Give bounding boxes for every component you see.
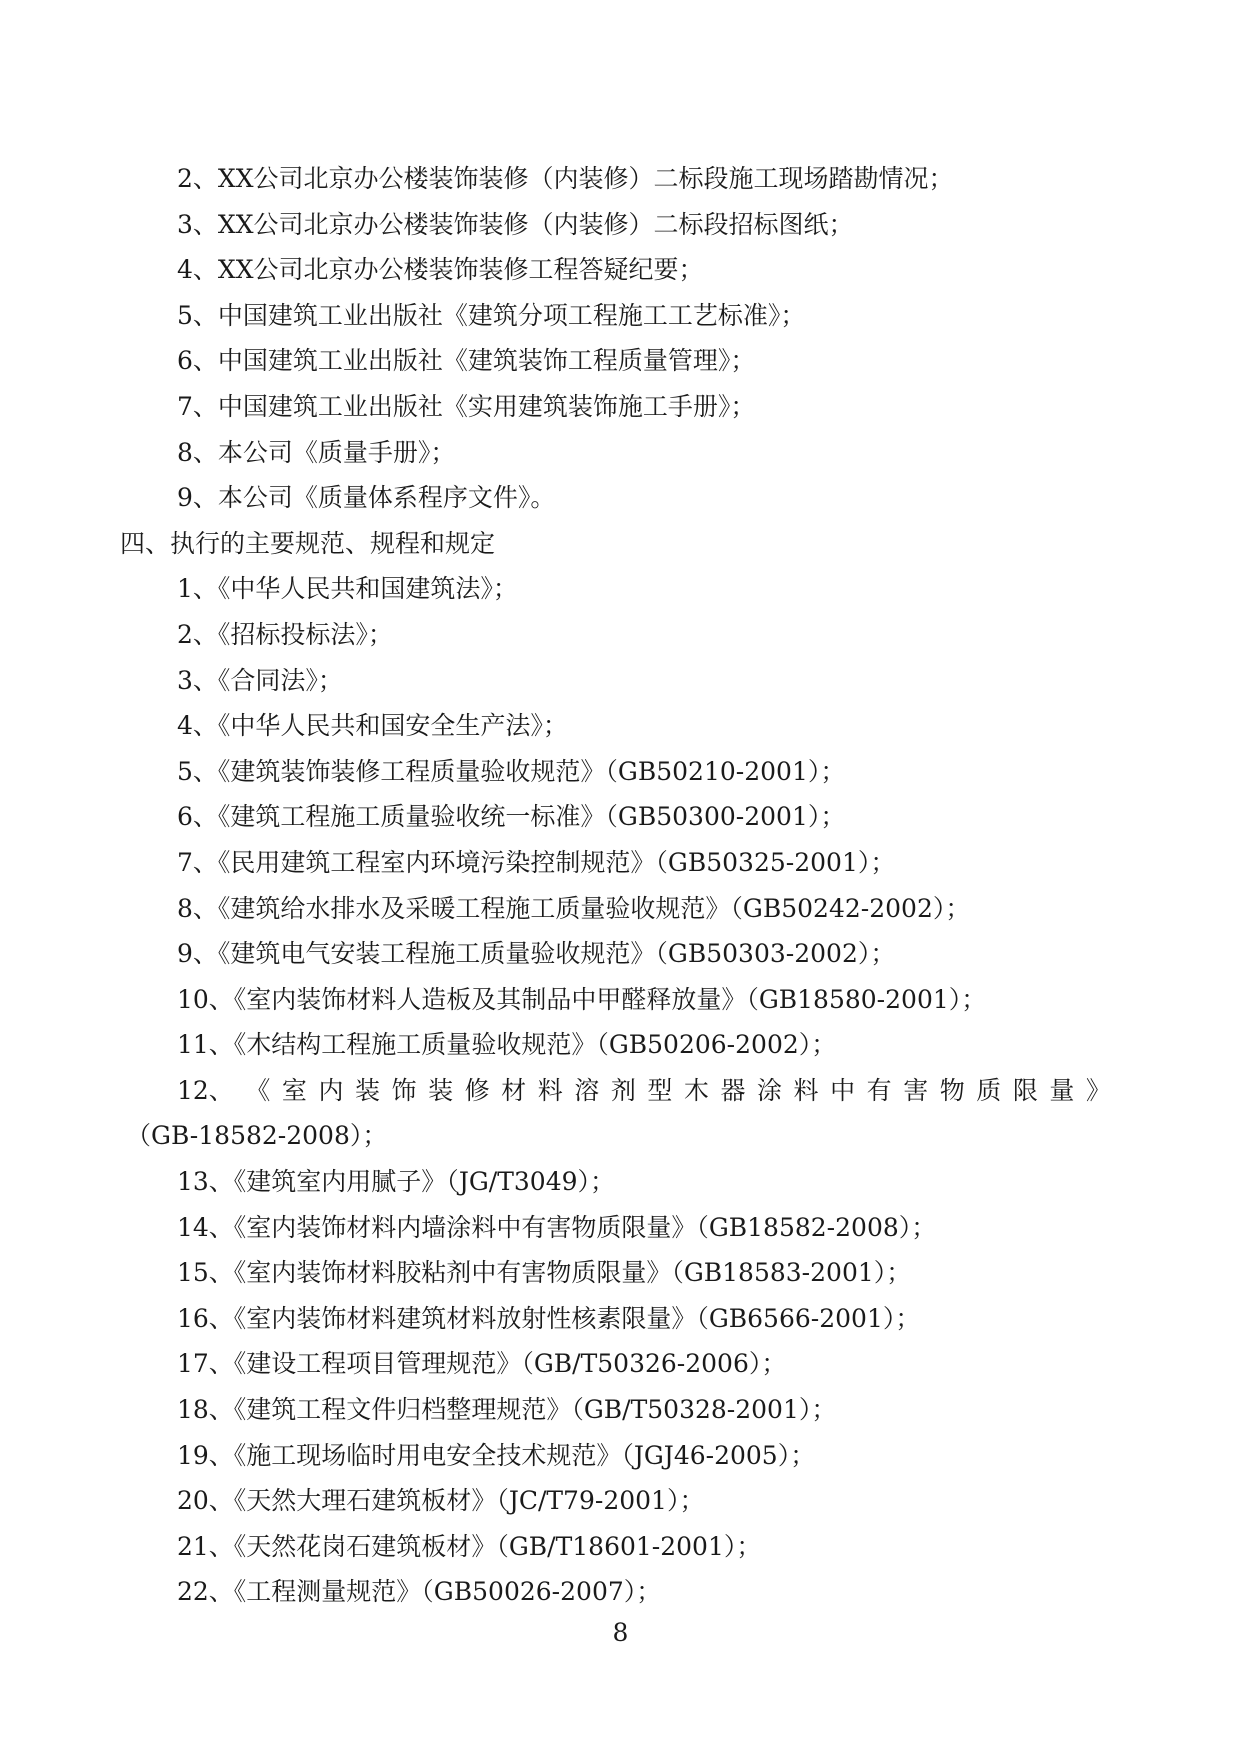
- reference-item: 6、中国建筑工业出版社《建筑装饰工程质量管理》；: [177, 346, 756, 376]
- standard-item: 22、《工程测量规范》（GB50026-2007）；: [177, 1577, 662, 1607]
- standard-item: 18、《建筑工程文件归档整理规范》（GB/T50328-2001）；: [177, 1395, 837, 1425]
- standard-12-char: 内: [318, 1075, 344, 1105]
- standard-item: 21、《天然花岗石建筑板材》（GB/T18601-2001）；: [177, 1531, 762, 1561]
- page-number: 8: [612, 1618, 629, 1647]
- standard-12-char: 《: [245, 1075, 271, 1105]
- standard-12-char: 木: [683, 1075, 709, 1105]
- standard-12-char: 材: [501, 1075, 527, 1105]
- standard-item: 17、《建设工程项目管理规范》（GB/T50326-2006）；: [177, 1349, 787, 1379]
- document-body: [0, 156, 1241, 1615]
- reference-item: 2、XX公司北京办公楼装饰装修（内装修）二标段施工现场踏勘情况；: [177, 164, 954, 193]
- standard-12-char: 溶: [574, 1075, 600, 1105]
- standard-item: 8、《建筑给水排水及采暖工程施工质量验收规范》（GB50242-2002）；: [177, 893, 971, 923]
- standard-12-char: 修: [464, 1075, 490, 1105]
- standard-item: 16、《室内装饰材料建筑材料放射性核素限量》（GB6566-2001）；: [177, 1303, 921, 1333]
- standard-12-char: 器: [720, 1075, 746, 1105]
- standard-item: 3、《合同法》；: [177, 665, 343, 695]
- standard-item: 1、《中华人民共和国建筑法》；: [177, 574, 518, 604]
- standard-12-char: 室: [281, 1075, 307, 1105]
- reference-item: 4、XX公司北京办公楼装饰装修工程答疑纪要；: [177, 255, 704, 285]
- standard-item: 13、《建筑室内用腻子》（JG/T3049）；: [177, 1167, 616, 1197]
- standard-12-char: 料: [793, 1075, 819, 1105]
- standard-item: 9、《建筑电气安装工程施工质量验收规范》（GB50303-2002）；: [177, 939, 896, 969]
- standard-12-char: 害: [903, 1075, 929, 1105]
- standard-12-char: 饰: [391, 1075, 417, 1105]
- standard-item-12-continuation: （GB-18582-2008）；: [126, 1121, 388, 1151]
- standard-12-char: 量: [1049, 1075, 1075, 1105]
- standard-12-char: 质: [976, 1075, 1002, 1105]
- standard-item: 7、《民用建筑工程室内环境污染控制规范》（GB50325-2001）；: [177, 847, 896, 877]
- standard-12-char: 12、: [177, 1075, 234, 1105]
- standard-item: 4、《中华人民共和国安全生产法》；: [177, 711, 568, 741]
- standard-item-12: [0, 1068, 1241, 1114]
- standard-item: 6、《建筑工程施工质量验收统一标准》（GB50300-2001）；: [177, 802, 846, 832]
- standard-item: 20、《天然大理石建筑板材》（JC/T79-2001）；: [177, 1486, 705, 1516]
- standard-item: 10、《室内装饰材料人造板及其制品中甲醛释放量》（GB18580-2001）；: [177, 984, 987, 1014]
- standard-12-char: 型: [647, 1075, 673, 1105]
- reference-item: 7、中国建筑工业出版社《实用建筑装饰施工手册》；: [177, 391, 756, 421]
- reference-item: 3、XX公司北京办公楼装饰装修（内装修）二标段招标图纸；: [177, 209, 854, 239]
- standard-12-char: 有: [866, 1075, 892, 1105]
- standard-12-char: 涂: [757, 1075, 783, 1105]
- standard-item: 5、《建筑装饰装修工程质量验收规范》（GB50210-2001）；: [177, 756, 846, 786]
- standard-item: 2、《招标投标法》；: [177, 619, 393, 649]
- reference-item: 8、本公司《质量手册》；: [177, 437, 456, 467]
- standard-12-char: 料: [537, 1075, 563, 1105]
- standard-12-char: 中: [830, 1075, 856, 1105]
- standard-12-char: 装: [428, 1075, 454, 1105]
- standard-item: 14、《室内装饰材料内墙涂料中有害物质限量》（GB18582-2008）；: [177, 1212, 937, 1242]
- standard-12-char: 装: [354, 1075, 380, 1105]
- reference-item: 9、本公司《质量体系程序文件》。: [177, 483, 556, 513]
- standard-12-char: 》: [1085, 1075, 1111, 1105]
- section-heading: 四、执行的主要规范、规程和规定: [120, 528, 496, 558]
- standard-12-char: 限: [1012, 1075, 1038, 1105]
- standard-12-char: 剂: [610, 1075, 636, 1105]
- standard-item: 11、《木结构工程施工质量验收规范》（GB50206-2002）；: [177, 1030, 837, 1060]
- reference-item: 5、中国建筑工业出版社《建筑分项工程施工工艺标准》；: [177, 300, 806, 330]
- standard-item: 15、《室内装饰材料胶粘剂中有害物质限量》（GB18583-2001）；: [177, 1258, 912, 1288]
- standard-12-char: 物: [939, 1075, 965, 1105]
- standard-item: 19、《施工现场临时用电安全技术规范》（JGJ46-2005）；: [177, 1440, 816, 1470]
